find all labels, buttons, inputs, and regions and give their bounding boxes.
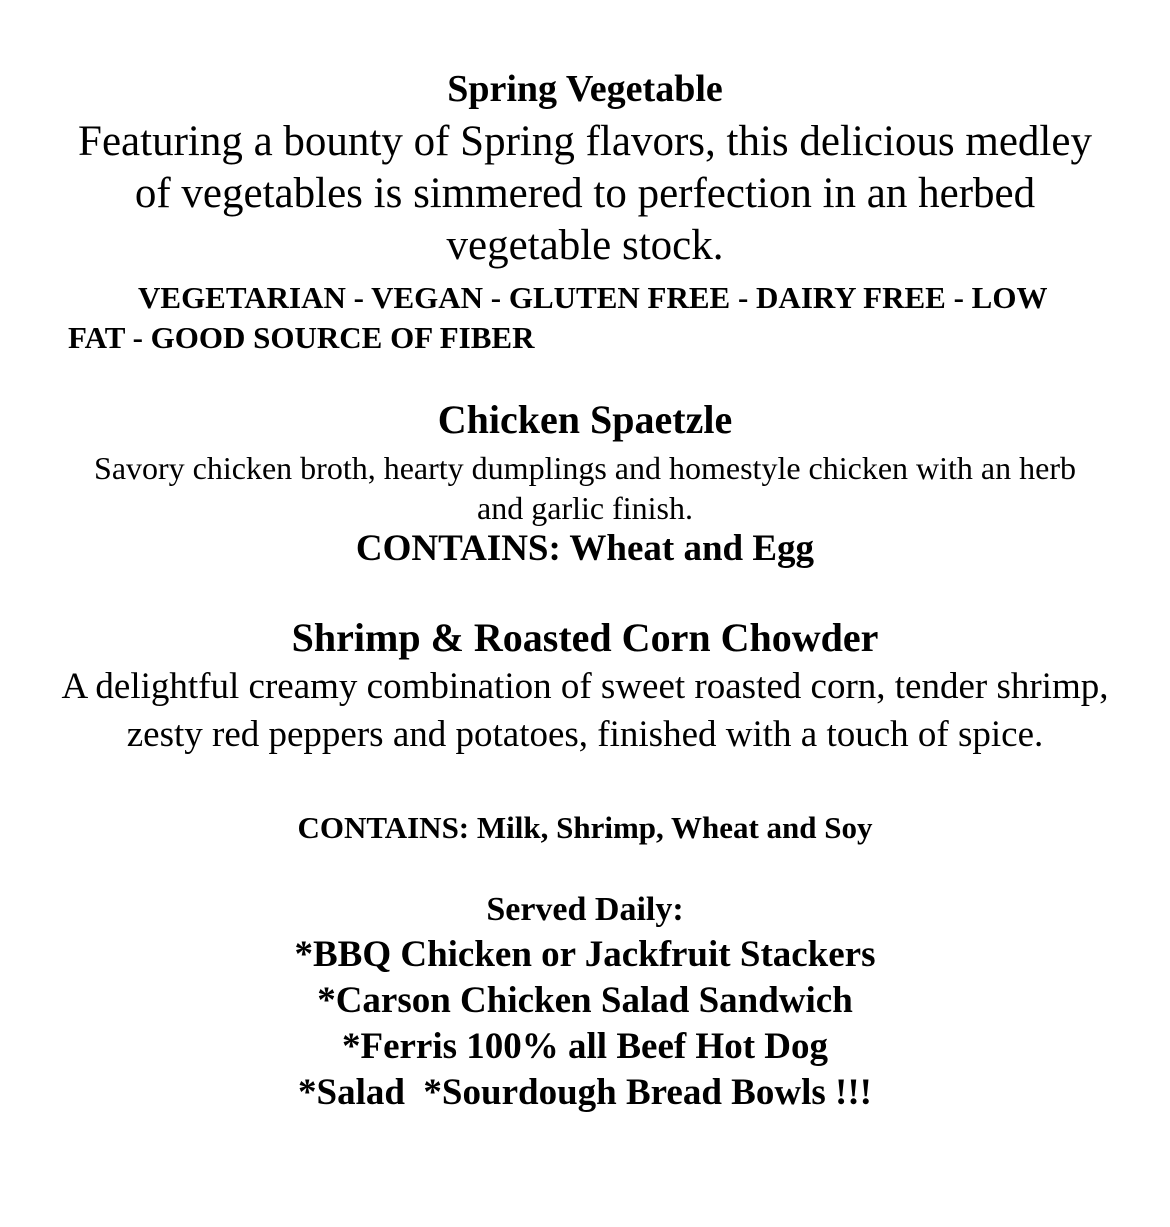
dietary-tags: VEGETARIAN - VEGAN - GLUTEN FREE - DAIRY FREE - LOW FAT - GOOD SOURCE OF FIBER	[68, 280, 1047, 355]
served-daily-item: *BBQ Chicken or Jackfruit Stackers	[294, 934, 876, 975]
section-description: Featuring a bounty of Spring flavors, this delicious medley of vegetables is simmered to perfection in an herbed vegetable stock.	[78, 118, 1092, 269]
served-daily-item: *Ferris 100% all Beef Hot Dog	[341, 1026, 829, 1067]
section-title: Chicken Spaetzle	[437, 397, 733, 442]
served-daily-item: *Carson Chicken Salad Sandwich	[317, 980, 853, 1021]
section-description: Savory chicken broth, hearty dumplings and homestyle chicken with an herb and garlic finish.	[94, 450, 1076, 526]
served-daily-item: *Salad *Sourdough Bread Bowls !!!	[298, 1072, 872, 1113]
section-title: Spring Vegetable	[447, 68, 723, 110]
section-description: A delightful creamy combination of sweet roasted corn, tender shrimp, zesty red peppers and potatoes, finished with a touch of spice.	[61, 666, 1109, 755]
allergen-note: CONTAINS: Wheat and Egg	[355, 528, 815, 569]
section-title: Shrimp & Roasted Corn Chowder	[291, 615, 879, 660]
allergen-note: CONTAINS: Milk, Shrimp, Wheat and Soy	[297, 810, 873, 845]
served-daily-title: Served Daily:	[486, 891, 684, 928]
